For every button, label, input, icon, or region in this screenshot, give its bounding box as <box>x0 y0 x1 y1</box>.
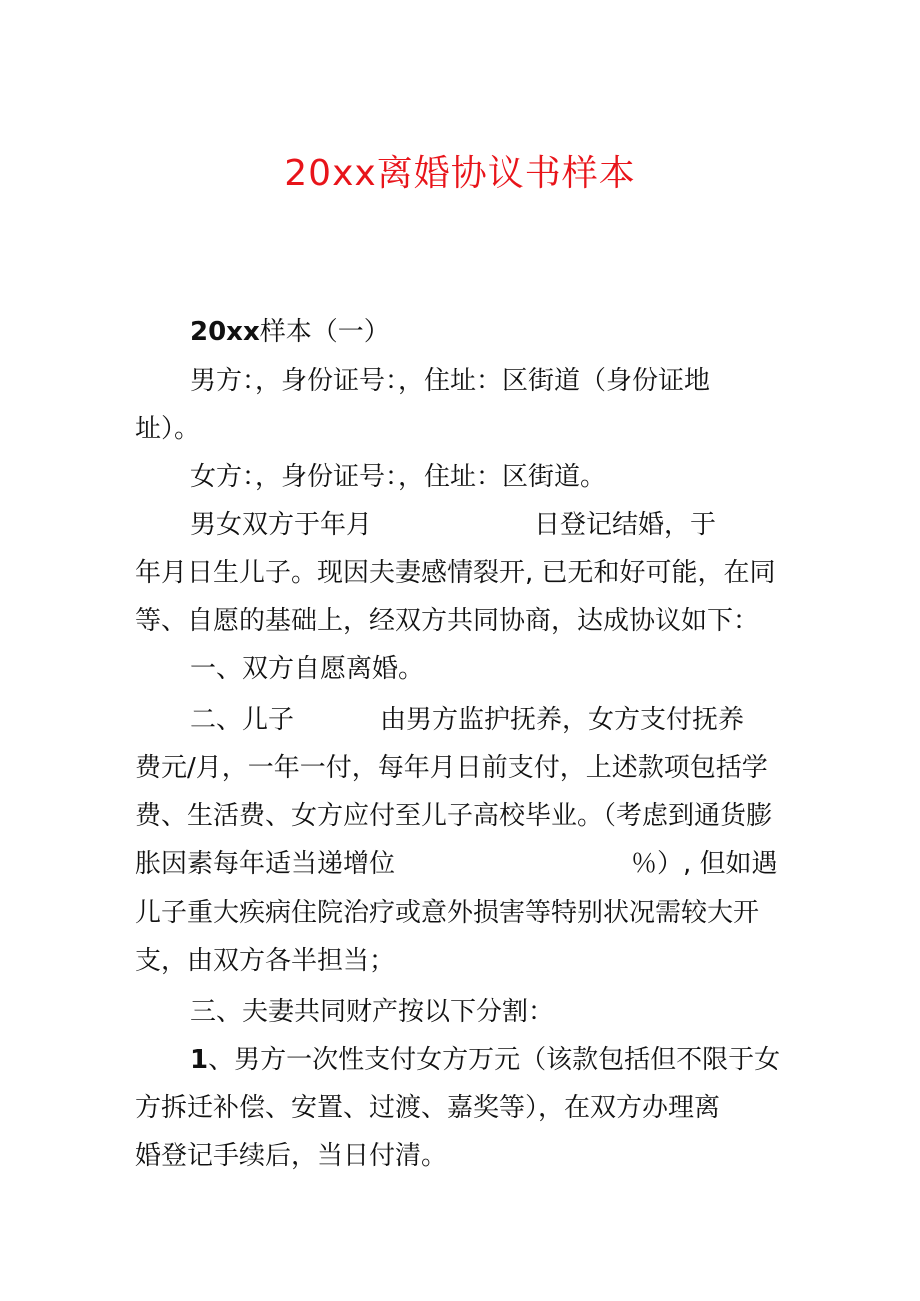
item-2-custody-text: 由男方监护抚养，女方支付抚养 <box>380 705 745 735</box>
man-info-line-2: 址）。 <box>135 414 201 444</box>
marriage-line-1 <box>190 507 716 543</box>
item-2-line-3: 费、生活费、女方应付至儿子高校毕业。（考虑到通货膨 <box>135 801 773 831</box>
item-3-property: 三、夫妻共同财产按以下分割： <box>190 997 555 1027</box>
marriage-registration-text: 日登记结婚，于 <box>534 510 717 540</box>
sample-heading <box>190 314 390 350</box>
item-2-line-5: 儿子重大疾病住院治疗或意外损害等特别状况需较大开 <box>135 898 760 928</box>
document-title: 20xx离婚协议书样本 <box>284 153 636 194</box>
item-2-percent-text: ％）, 但如遇 <box>631 849 778 879</box>
sub-item-1-text: 、男方一次性支付女方万元（该款包括但不限于女 <box>208 1045 781 1075</box>
marriage-date-text: 男女双方于年月 <box>190 510 373 540</box>
item-2-line-2: 费元/月，一年一付，每年月日前支付，上述款项包括学 <box>135 753 768 783</box>
sample-heading-text: 样本（一） <box>259 317 390 347</box>
item-2-line-4 <box>135 846 778 882</box>
sub-item-1-number: 1 <box>190 1045 209 1075</box>
sub-item-1-line-1 <box>190 1042 780 1078</box>
item-2-line-1 <box>190 702 744 738</box>
item-2-son-text: 二、儿子 <box>190 705 295 735</box>
man-info-line-1: 男方：，身份证号：，住址：区街道（身份证地 <box>190 366 711 396</box>
item-2-inflation-text: 胀因素每年适当递增位 <box>135 849 396 879</box>
sub-item-1-line-2: 方拆迁补偿、安置、过渡、嘉奖等），在双方办理离 <box>135 1093 721 1123</box>
item-2-line-6: 支，由双方各半担当； <box>135 946 396 976</box>
item-1-divorce: 一、双方自愿离婚。 <box>190 654 425 684</box>
marriage-line-2: 年月日生儿子。现因夫妻感情裂开, 已无和好可能，在同 <box>135 558 776 588</box>
marriage-line-3: 等、自愿的基础上，经双方共同协商，达成协议如下： <box>135 606 760 636</box>
sample-heading-number: 20xx <box>190 317 260 347</box>
sub-item-1-line-3: 婚登记手续后，当日付清。 <box>135 1141 448 1171</box>
woman-info-line: 女方：，身份证号：，住址：区街道。 <box>190 462 607 492</box>
